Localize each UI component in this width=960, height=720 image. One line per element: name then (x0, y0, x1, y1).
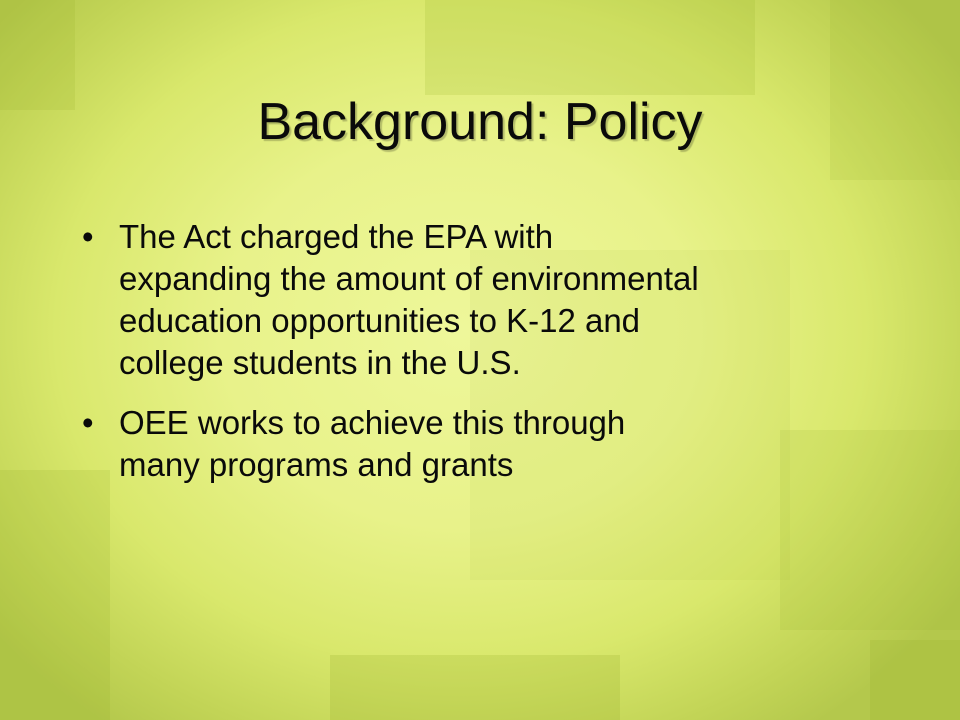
background-tile (830, 0, 960, 180)
bullet-line: education opportunities to K-12 and (119, 302, 641, 339)
bullet-icon: • (82, 218, 94, 255)
background-tile (330, 655, 620, 720)
background-tile (0, 470, 110, 720)
bullet-line: college students in the U.S. (119, 344, 521, 381)
bullet-line: many programs and grants (119, 446, 514, 483)
bullet-item (82, 216, 902, 384)
background-tile (870, 640, 960, 720)
bullet-list (82, 216, 902, 486)
bullet-line: OEE works to achieve this through (119, 404, 626, 441)
bullet-icon: • (82, 404, 94, 441)
bullet-text (119, 402, 902, 486)
slide-title: Background: Policy (257, 93, 703, 151)
bullet-item (82, 402, 902, 486)
bullet-text (119, 216, 902, 384)
background-tile (425, 0, 755, 95)
bullet-line: The Act charged the EPA with (119, 218, 554, 255)
bullet-line: expanding the amount of environmental (119, 260, 699, 297)
